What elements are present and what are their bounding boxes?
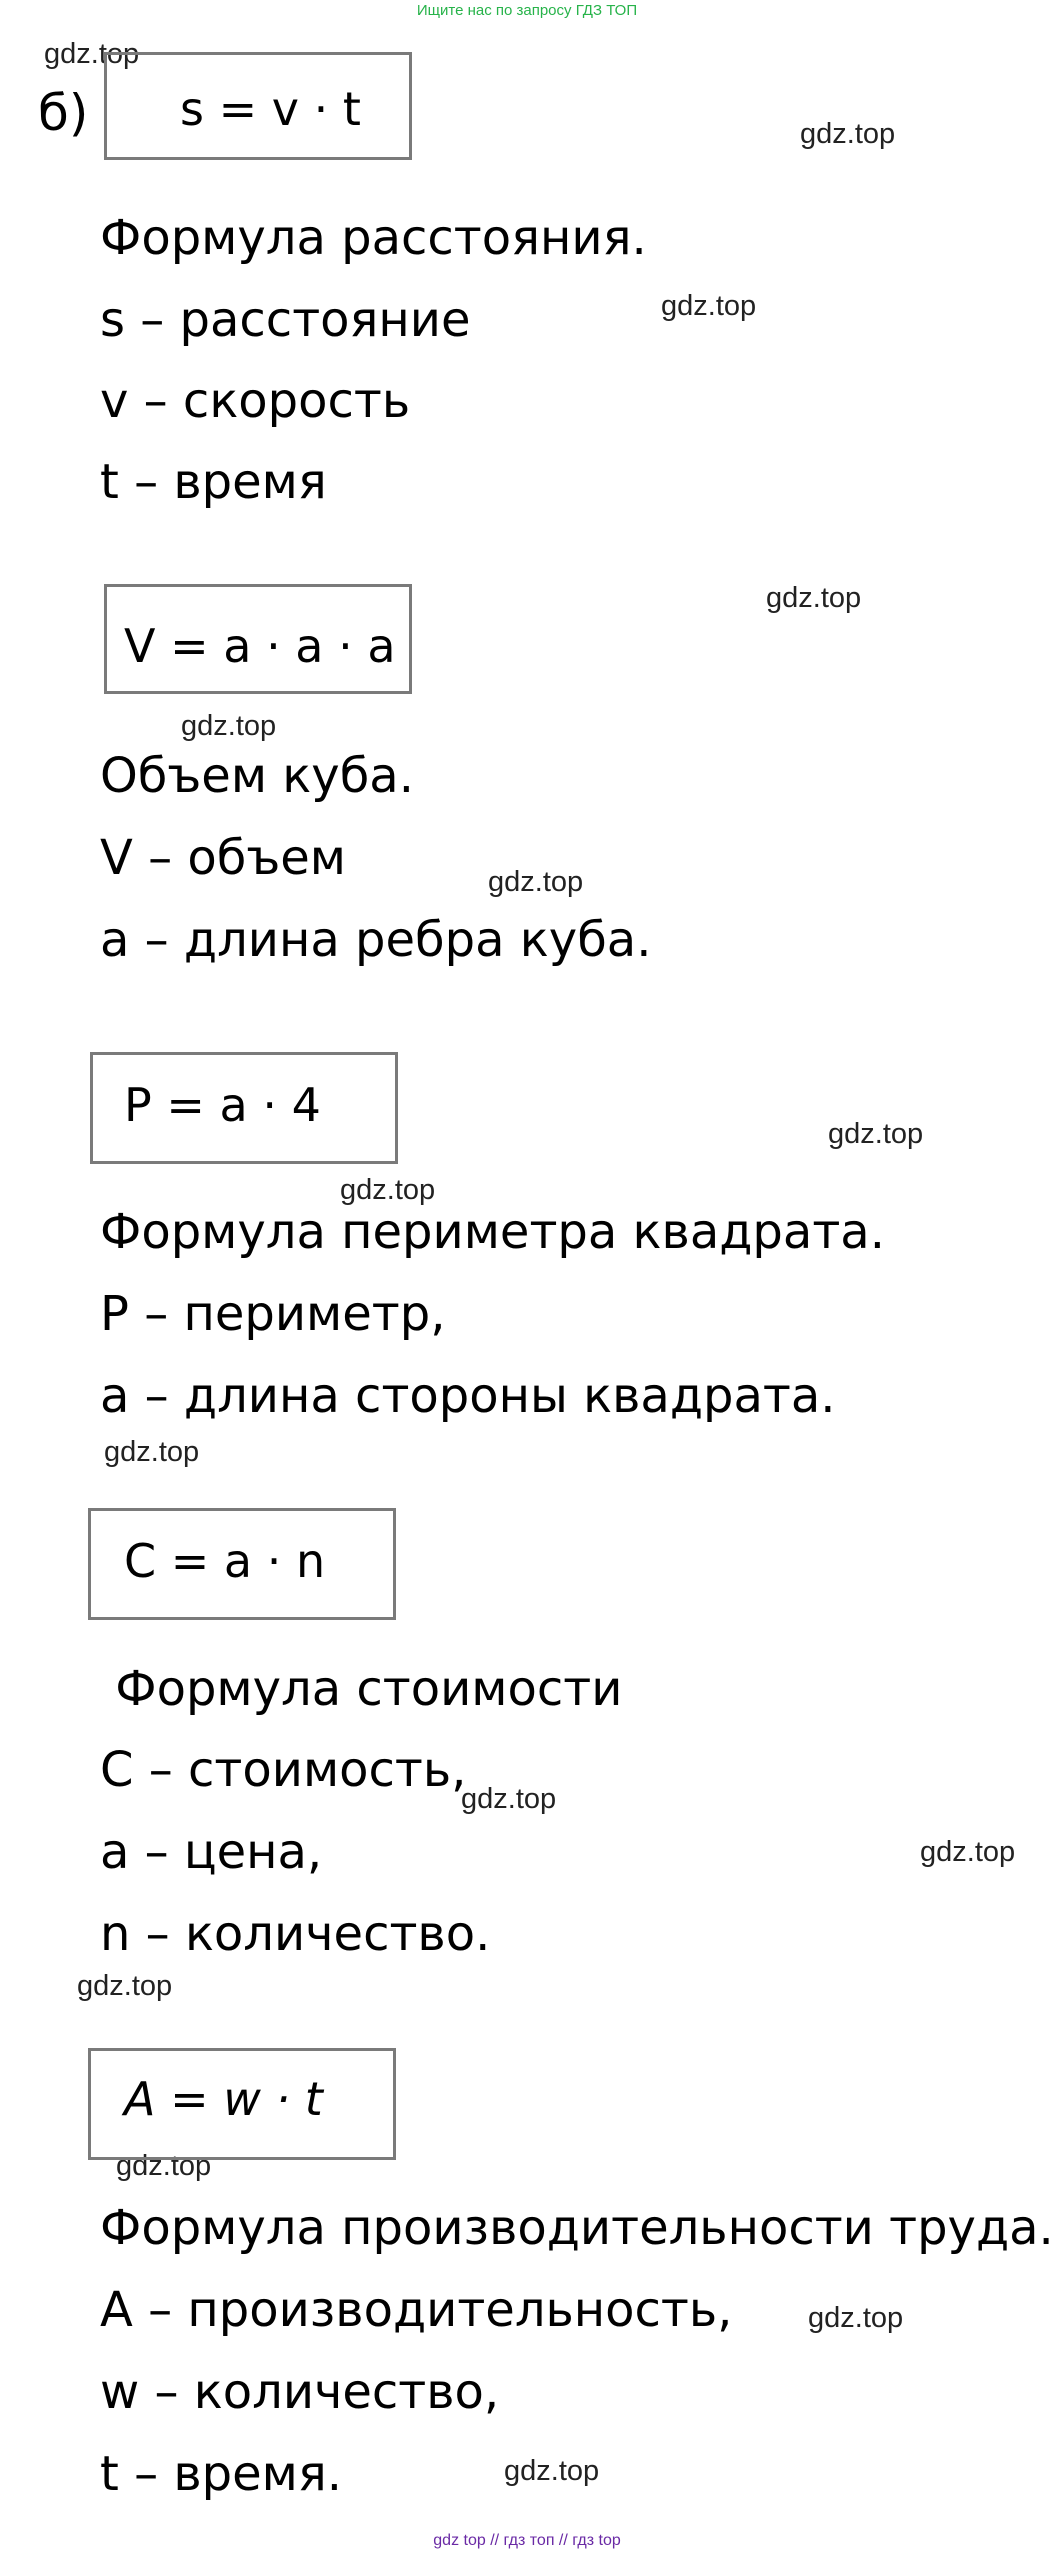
formula-labor-productivity: A = w · t <box>124 2072 323 2126</box>
text-line: s – расстояние <box>100 292 471 348</box>
text-line: a – длина стороны квадрата. <box>100 1368 836 1424</box>
watermark: gdz.top <box>116 2150 212 2182</box>
watermark: gdz.top <box>808 2302 904 2334</box>
watermark: gdz.top <box>828 1118 924 1150</box>
watermark: gdz.top <box>800 118 896 150</box>
text-line: C – стоимость, <box>100 1742 467 1798</box>
formula-cube-volume: V = a · a · a <box>124 619 396 673</box>
text-line: Объем куба. <box>100 748 414 804</box>
watermark: gdz.top <box>920 1836 1016 1868</box>
text-line: t – время <box>100 454 327 510</box>
text-line: Формула стоимости <box>100 1661 623 1717</box>
watermark: gdz.top <box>77 1970 173 2002</box>
watermark: gdz.top <box>461 1783 557 1815</box>
text-line: a – цена, <box>100 1824 323 1880</box>
watermark: gdz.top <box>766 582 862 614</box>
watermark: gdz.top <box>661 290 757 322</box>
text-line: n – количество. <box>100 1906 491 1962</box>
formula-square-perimeter: P = a · 4 <box>124 1078 321 1132</box>
watermark: gdz.top <box>488 866 584 898</box>
text-line: Формула производительности труда. <box>100 2200 1054 2256</box>
watermark: gdz.top <box>44 38 140 70</box>
text-line: Формула расстояния. <box>100 210 647 266</box>
text-line: w – количество, <box>100 2364 500 2420</box>
text-line: V – объем <box>100 830 346 886</box>
text-line: v – скорость <box>100 373 411 429</box>
text-line: P – периметр, <box>100 1286 446 1342</box>
text-line: Формула периметра квадрата. <box>100 1204 885 1260</box>
text-line: A – производительность, <box>100 2282 733 2338</box>
formula-cost: C = a · n <box>124 1534 326 1588</box>
watermark: gdz.top <box>104 1436 200 1468</box>
text-line: a – длина ребра куба. <box>100 912 652 968</box>
text-line: t – время. <box>100 2446 342 2502</box>
watermark: gdz.top <box>340 1174 436 1206</box>
watermark: gdz.top <box>181 710 277 742</box>
top-banner: Ищите нас по запросу ГДЗ ТОП <box>416 2 638 19</box>
part-label: б) <box>38 84 89 142</box>
footer-links: gdz top // гдз топ // гдз top <box>433 2532 621 2549</box>
watermark: gdz.top <box>504 2455 600 2487</box>
formula-distance: s = v · t <box>180 82 361 136</box>
